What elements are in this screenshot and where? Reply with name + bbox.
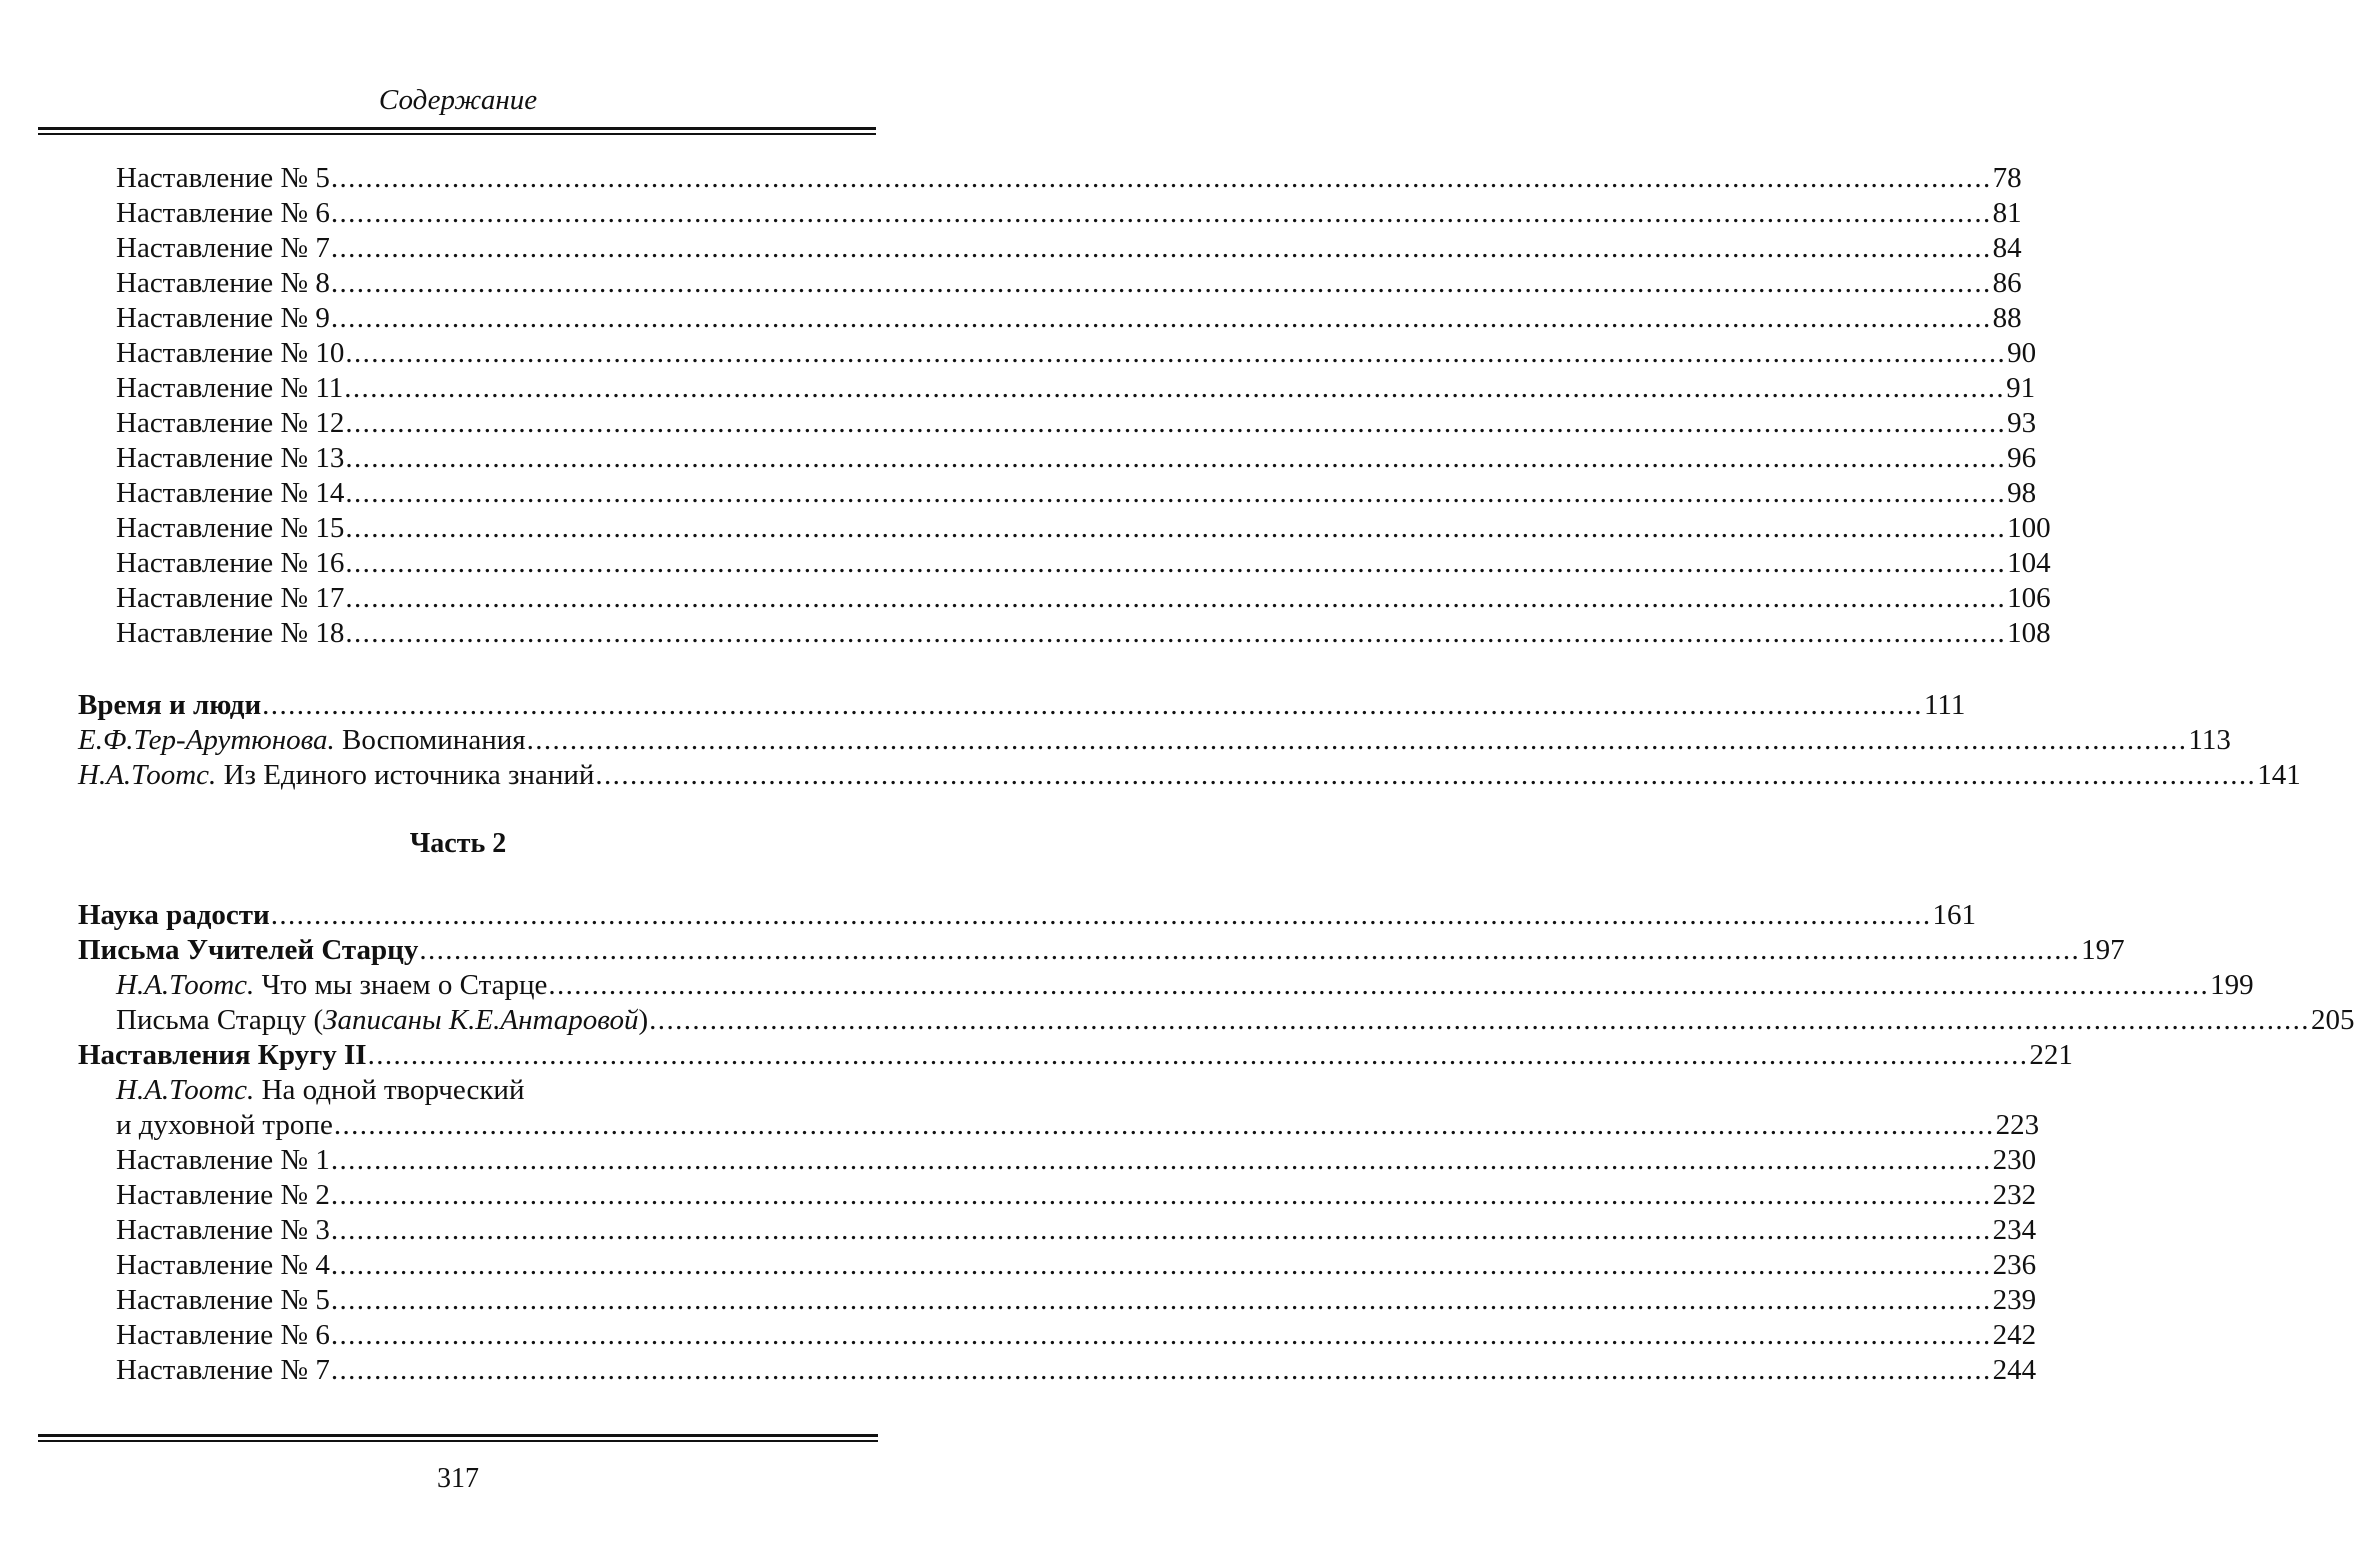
toc-entry[interactable]: Наставление № 15 ................................................................................................................................................................................................ 100	[116, 512, 2051, 544]
toc-entry[interactable]: Наставление № 8 ................................................................................................................................................................................................ 86	[116, 267, 2022, 299]
toc-section-pisma[interactable]: Письма Учителей Старцу ................................................................................................................................................................................................ 197	[78, 934, 2125, 966]
toc-entry[interactable]: Наставление № 3 ................................................................................................................................................................................................ 234	[116, 1214, 2037, 1246]
page-number: 317	[437, 1463, 479, 1494]
toc-entry[interactable]: и духовной тропе ................................................................................................................................................................................................ 223	[116, 1109, 2040, 1141]
part-title: Часть 2	[409, 828, 507, 859]
running-head: Содержание	[378, 84, 538, 116]
toc-section-nauka[interactable]: Наука радости ................................................................................................................................................................................................ 161	[78, 899, 1977, 931]
toc-entry[interactable]: Наставление № 7 ................................................................................................................................................................................................ 244	[116, 1354, 2037, 1386]
toc-entry[interactable]: Наставление № 6 ................................................................................................................................................................................................ 242	[116, 1319, 2037, 1351]
toc-entry[interactable]: Н.А.Тоотс. Из Единого источника знаний ................................................................................................................................................................................................ 141	[78, 759, 2301, 791]
toc-entry[interactable]: Наставление № 17 ................................................................................................................................................................................................ 106	[116, 582, 2051, 614]
toc-entry[interactable]: Наставление № 10 ................................................................................................................................................................................................ 90	[116, 337, 2037, 369]
toc-entry[interactable]: Е.Ф.Тер-Арутюнова. Воспоминания ................................................................................................................................................................................................ 113	[78, 724, 2231, 756]
toc-section-vremya[interactable]: Время и люди ................................................................................................................................................................................................ 111	[78, 689, 1966, 721]
toc-entry[interactable]: Наставление № 2 ................................................................................................................................................................................................ 232	[116, 1179, 2037, 1211]
toc-entry[interactable]: Наставление № 13 ................................................................................................................................................................................................ 96	[116, 442, 2037, 474]
toc-entry[interactable]: Наставление № 7 ................................................................................................................................................................................................ 84	[116, 232, 2022, 264]
toc-entry[interactable]: Наставление № 9 ................................................................................................................................................................................................ 88	[116, 302, 2022, 334]
toc-entry[interactable]: Наставление № 1 ................................................................................................................................................................................................ 230	[116, 1144, 2037, 1176]
toc-entry-intro-line1[interactable]: Н.А.Тоотс. На одной творческий	[116, 1074, 525, 1106]
toc-entry[interactable]: Наставление № 12 ................................................................................................................................................................................................ 93	[116, 407, 2037, 439]
toc-entry[interactable]: Наставление № 4 ................................................................................................................................................................................................ 236	[116, 1249, 2037, 1281]
toc-entry[interactable]: Наставление № 18 ................................................................................................................................................................................................ 108	[116, 617, 2051, 649]
toc-section-krug[interactable]: Наставления Кругу II ................................................................................................................................................................................................ 221	[78, 1039, 2073, 1071]
toc-entry[interactable]: Наставление № 5 ................................................................................................................................................................................................ 78	[116, 162, 2022, 194]
top-double-rule	[38, 127, 876, 135]
toc-entry[interactable]: Н.А.Тоотс. Что мы знаем о Старце ................................................................................................................................................................................................ 199	[116, 969, 2254, 1001]
toc-entry[interactable]: Наставление № 16 ................................................................................................................................................................................................ 104	[116, 547, 2051, 579]
toc-entry[interactable]: Наставление № 6 ................................................................................................................................................................................................ 81	[116, 197, 2022, 229]
bottom-double-rule	[38, 1434, 878, 1442]
toc-entry[interactable]: Письма Старцу (Записаны К.Е.Антаровой) ................................................................................................................................................................................................ 205	[116, 1004, 2354, 1036]
toc-entry[interactable]: Наставление № 14 ................................................................................................................................................................................................ 98	[116, 477, 2037, 509]
toc-entry[interactable]: Наставление № 11 ................................................................................................................................................................................................ 91	[116, 372, 2036, 404]
toc-entry[interactable]: Наставление № 5 ................................................................................................................................................................................................ 239	[116, 1284, 2037, 1316]
